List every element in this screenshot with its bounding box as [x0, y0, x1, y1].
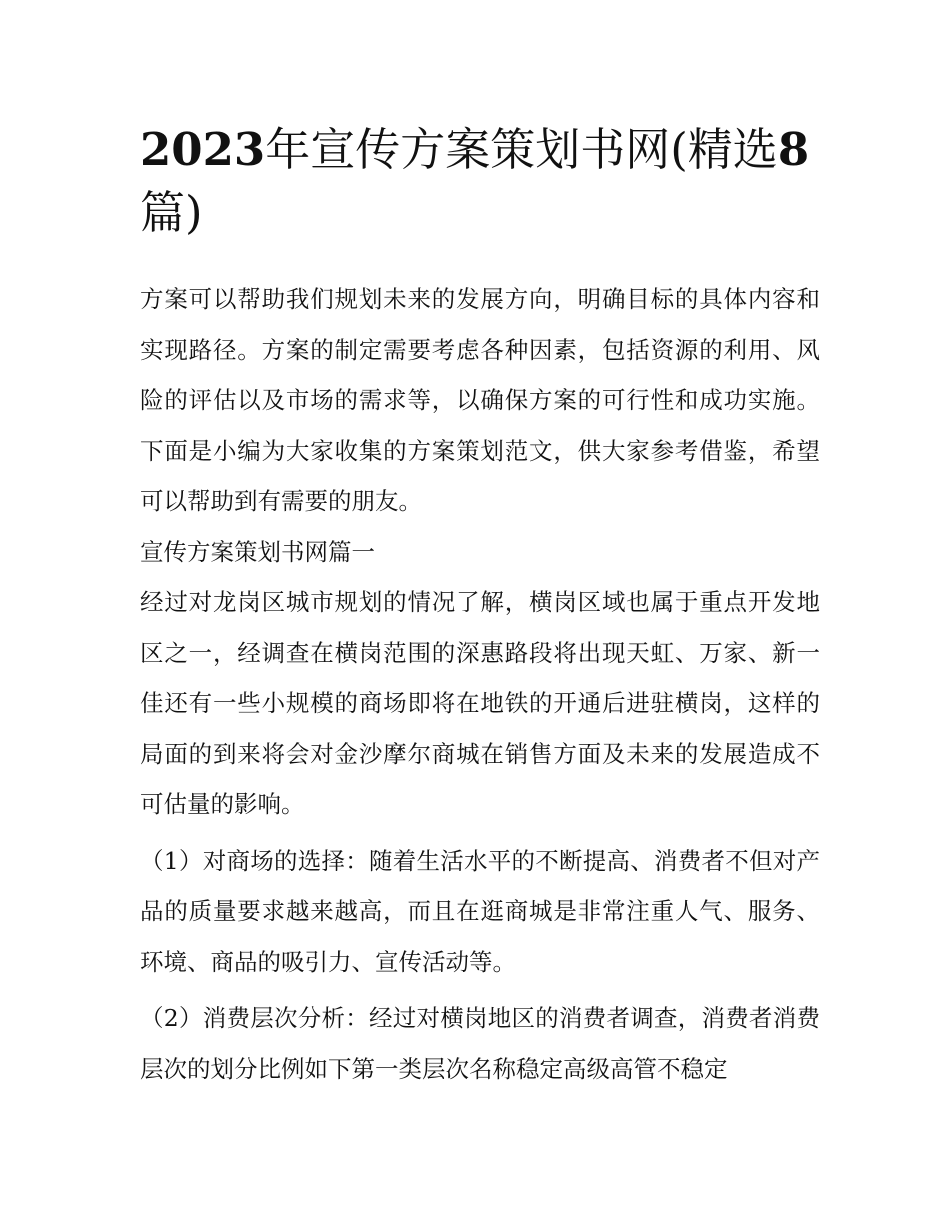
body-paragraph-2: （1）对商场的选择：随着生活水平的不断提高、消费者不但对产品的质量要求越来越高，而且在逛商城是非常注重人气、服务、环境、商品的吸引力、宣传活动等。 — [140, 846, 820, 976]
document-content — [140, 118, 820, 1094]
intro-paragraph: 方案可以帮助我们规划未来的发展方向，明确目标的具体内容和实现路径。方案的制定需要考虑各种因素，包括资源的利用、风险的评估以及市场的需求等，以确保方案的可行性和成功实施。下面是小编为大家收集的方案策划范文，供大家参考借鉴，希望可以帮助到有需要的朋友。 — [140, 285, 820, 515]
document-title — [140, 118, 820, 244]
body-paragraph-3: （2）消费层次分析：经过对横岗地区的消费者调查，消费者消费层次的划分比例如下第一类层次名称稳定高级高管不稳定 — [140, 1004, 820, 1083]
title-text: 年宣传方案策划书网(精选 — [265, 123, 778, 176]
body-paragraph-1: 经过对龙岗区城市规划的情况了解，横岗区域也属于重点开发地区之一，经调查在横岗范围的深惠路段将出现天虹、万家、新一佳还有一些小规模的商场即将在地铁的开通后进驻横岗，这样的局面的到来将会对金沙摩尔商城在销售方面及未来的发展造成不可估量的影响。 — [140, 588, 820, 818]
title-count: 8 — [777, 123, 810, 176]
title-year: 2023 — [140, 123, 266, 176]
title-suffix: 篇) — [140, 186, 203, 239]
section-heading: 宣传方案策划书网篇一 — [140, 537, 375, 566]
